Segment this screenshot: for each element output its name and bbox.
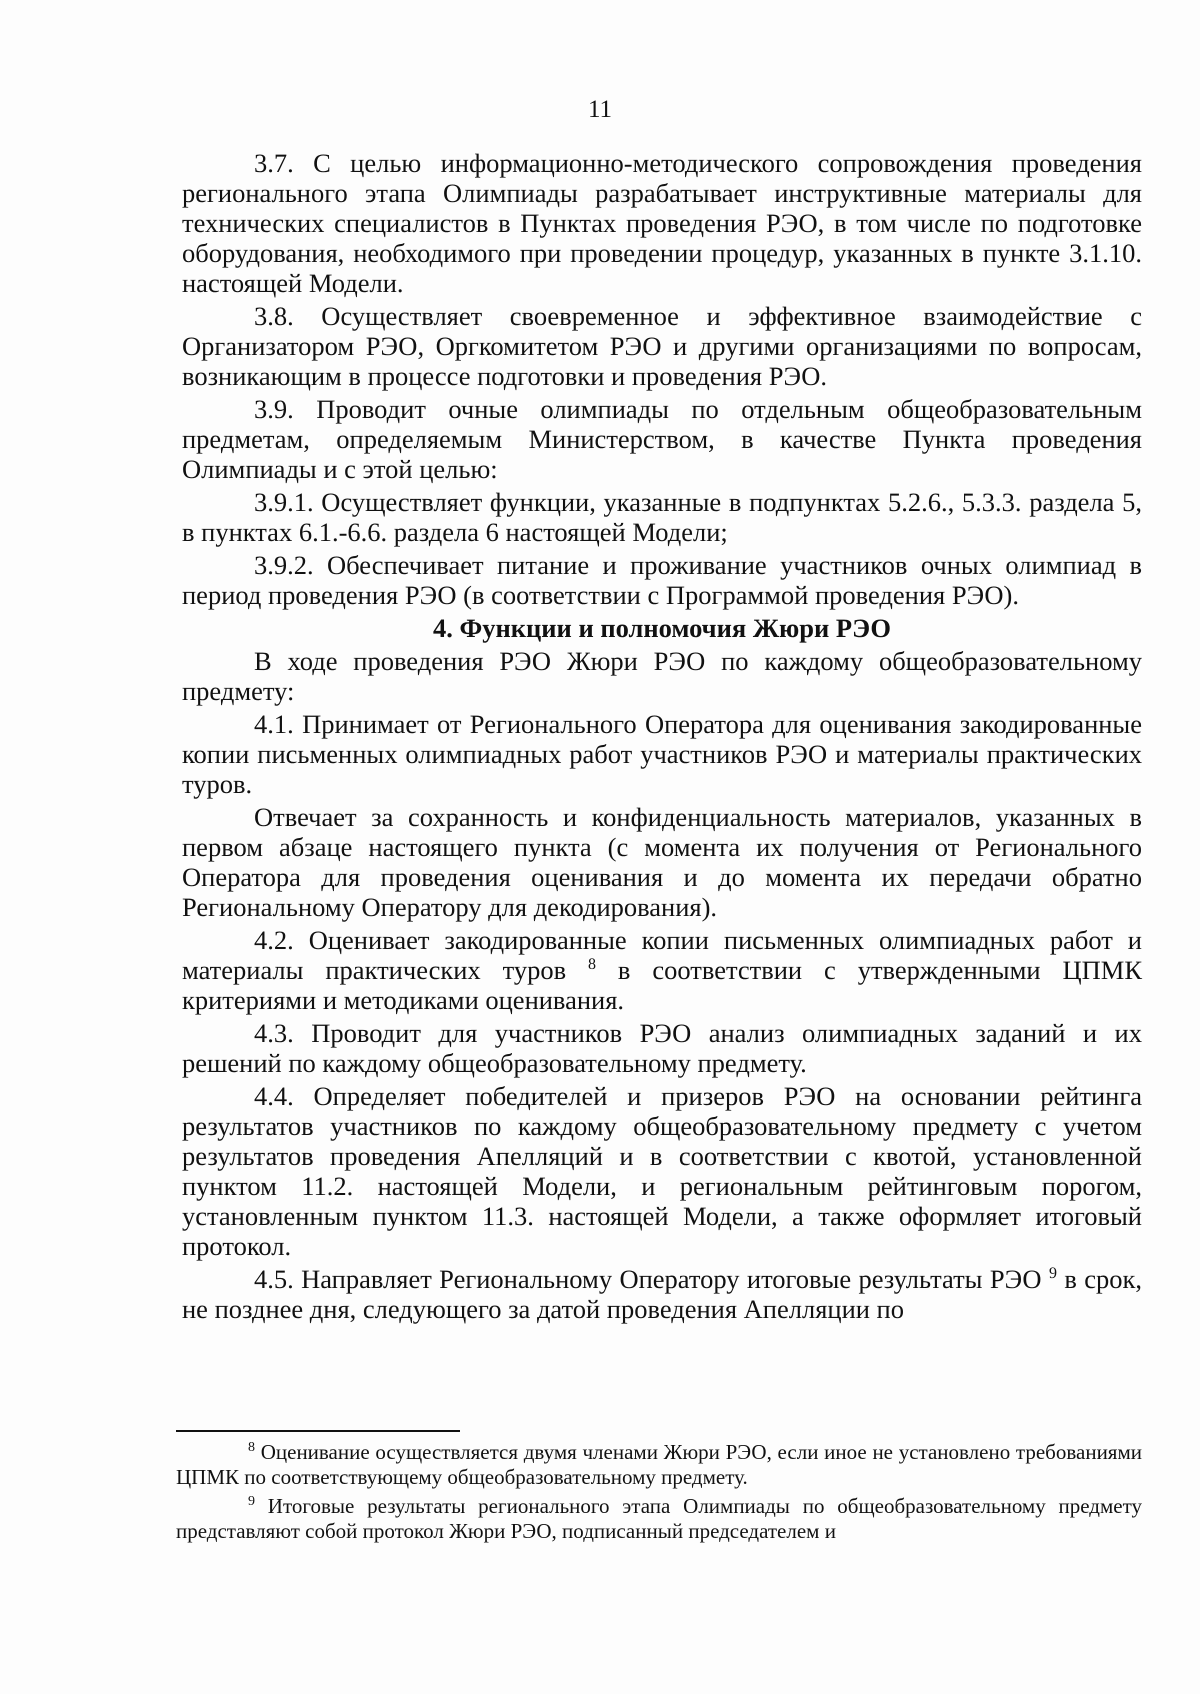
section-heading-4: 4. Функции и полномочия Жюри РЭО xyxy=(432,613,892,643)
paragraph-4-2 xyxy=(182,925,1142,1015)
footnote-ref-9[interactable]: 9 xyxy=(1048,1265,1057,1283)
footnote-9 xyxy=(176,1494,1142,1544)
paragraph-3-9: 3.9. Проводит очные олимпиады по отдельным общеобразовательным предметам, определяемым Министерством, в качестве Пункта проведения Олимпиады и с этой целью: xyxy=(182,394,1142,484)
paragraph-4-5-start: 4.5. Направляет Региональному Оператору итоговые результаты РЭО xyxy=(254,1264,1042,1294)
paragraph-4-2-end: в соответствии с утвержденными ЦПМК критериями и методиками оценивания. xyxy=(182,955,1142,1015)
paragraph-3-9-1: 3.9.1. Осуществляет функции, указанные в подпунктах 5.2.6., 5.3.3. раздела 5, в пунктах 6.1.-6.6. раздела 6 настоящей Модели; xyxy=(182,487,1142,547)
footnote-ref-8[interactable]: 8 xyxy=(588,956,597,974)
paragraph-4-3: 4.3. Проводит для участников РЭО анализ олимпиадных заданий и их решений по каждому общеобразовательному предмету. xyxy=(182,1018,1142,1078)
paragraph-4-5 xyxy=(182,1264,1142,1324)
footnotes xyxy=(176,1440,1142,1548)
paragraph-4-2-start: 4.2. Оценивает закодированные копии письменных олимпиадных работ и материалы практических туров xyxy=(182,925,1142,985)
paragraph-3-9-2: 3.9.2. Обеспечивает питание и проживание участников очных олимпиад в период проведения РЭО (в соответствии с Программой проведения РЭО). xyxy=(182,550,1142,610)
footnote-8 xyxy=(176,1440,1142,1490)
footnote-8-mark: 8 xyxy=(248,1440,255,1455)
paragraph-4-5-end: в срок, не позднее дня, следующего за датой проведения Апелляции по xyxy=(182,1264,1143,1324)
paragraph-4-4: 4.4. Определяет победителей и призеров РЭО на основании рейтинга результатов участников по каждому общеобразовательному предмету с учетом результатов проведения Апелляций и в соответствии с квотой, установленной пунктом 11.2. настоящей Модели, и региональным рейтинговым порогом, установленным пунктом 11.3. настоящей Модели, а также оформляет итоговый протокол. xyxy=(182,1081,1142,1261)
section-4-intro: В ходе проведения РЭО Жюри РЭО по каждому общеобразовательному предмету: xyxy=(182,646,1142,706)
paragraph-4-1-second: Отвечает за сохранность и конфиденциальность материалов, указанных в первом абзаце настоящего пункта (с момента их получения от Регионального Оператора для проведения оценивания и до момента их передачи обратно Региональному Оператору для декодирования). xyxy=(182,802,1142,922)
footnote-9-mark: 9 xyxy=(248,1494,255,1509)
document-body xyxy=(182,148,1142,1327)
page-number: 11 xyxy=(587,96,613,123)
footnote-9-text: Итоговые результаты регионального этапа Олимпиады по общеобразовательному предмету представляют собой протокол Жюри РЭО, подписанный председателем и xyxy=(176,1494,1142,1543)
paragraph-3-7: 3.7. С целью информационно-методического сопровождения проведения регионального этапа Олимпиады разрабатывает инструктивные материалы для технических специалистов в Пунктах проведения РЭО, в том числе по подготовке оборудования, необходимого при проведении процедур, указанных в пункте 3.1.10. настоящей Модели. xyxy=(182,148,1142,298)
paragraph-4-1: 4.1. Принимает от Регионального Оператора для оценивания закодированные копии письменных олимпиадных работ участников РЭО и материалы практических туров. xyxy=(182,709,1142,799)
footnote-separator xyxy=(176,1430,460,1432)
paragraph-3-8: 3.8. Осуществляет своевременное и эффективное взаимодействие с Организатором РЭО, Оргкомитетом РЭО и другими организациями по вопросам, возникающим в процессе подготовки и проведения РЭО. xyxy=(182,301,1142,391)
footnote-8-text: Оценивание осуществляется двумя членами Жюри РЭО, если иное не установлено требованиями ЦПМК по соответствующему общеобразовательному предмету. xyxy=(176,1440,1142,1489)
